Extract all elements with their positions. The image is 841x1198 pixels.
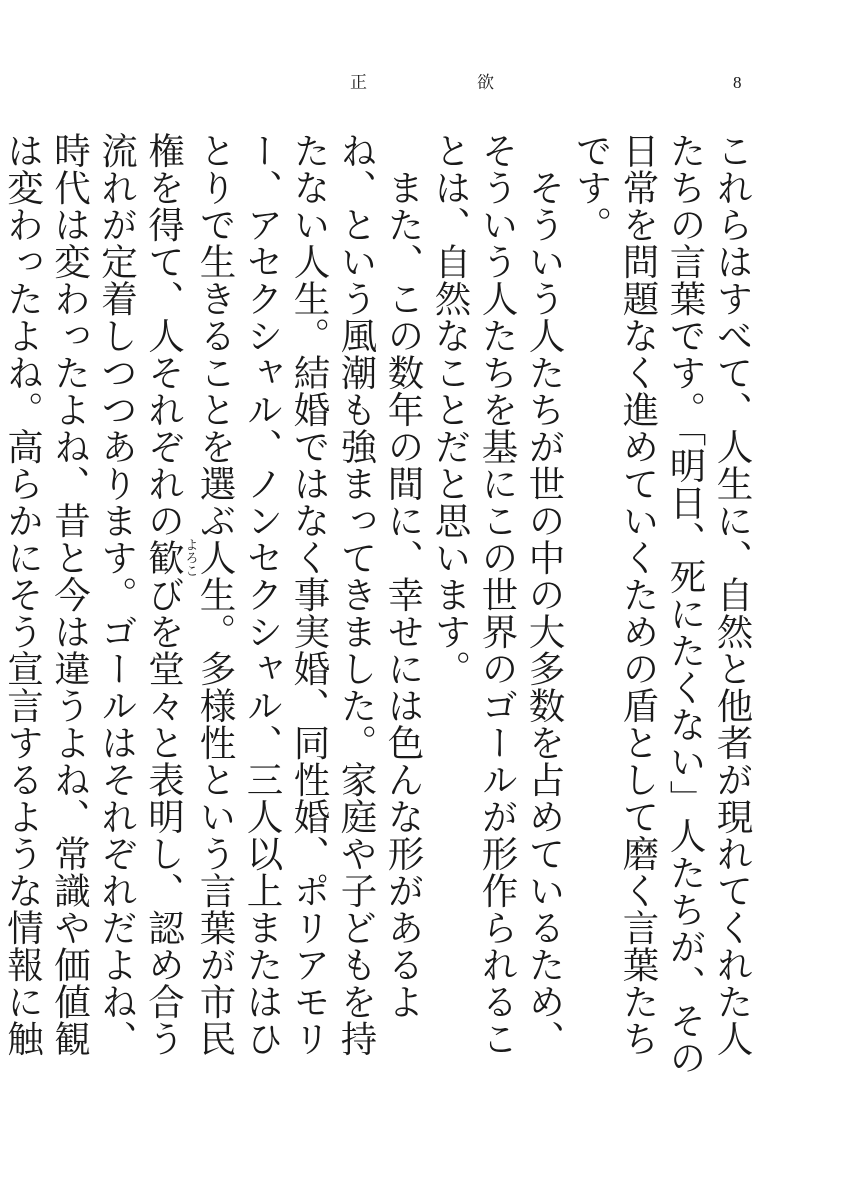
page-header <box>0 68 841 98</box>
paragraph-2: そういう人たちが世の中の大多数を占めているため、そういう人たちを基にこの世界のゴールが形作られることは、自然なことだと思います。 <box>429 132 566 1057</box>
paragraph-3-part-2: びを堂々と表明し、認め合う流れが定着しつつあります。ゴールはそれぞれだよね、時代は変わったよね、昔と今は違うよね、常識や価値観は変わったよね。高らかにそう宣言するような情報に触 <box>1 132 186 1057</box>
ruby-text: よろこ <box>182 538 198 577</box>
page-number: 8 <box>733 73 742 92</box>
body-text <box>0 132 756 1092</box>
running-title: 正欲 <box>350 73 604 93</box>
ruby-base: 歓 <box>142 538 186 577</box>
paragraph-3 <box>0 132 427 1092</box>
paragraph-3-part-1: また、この数年の間に、幸せには色んな形があるよね、という風潮も強まってきました。家庭や子どもを持たない人生。結婚ではなく事実婚、同性婚、ポリアモリー、アセクシャル、ノンセクシャル、三人以上またはひとりで生きることを選ぶ人生。多様性という言葉が市民権を得て、人それぞれの <box>142 132 425 1057</box>
furigana-yorokobi <box>142 538 198 577</box>
paragraph-1: これらはすべて、人生に、自然と他者が現れてくれた人たちの言葉です。「明日、死にたくない」人たちが、その日常を問題なく進めていくための盾として磨く言葉たちです。 <box>570 132 754 1076</box>
